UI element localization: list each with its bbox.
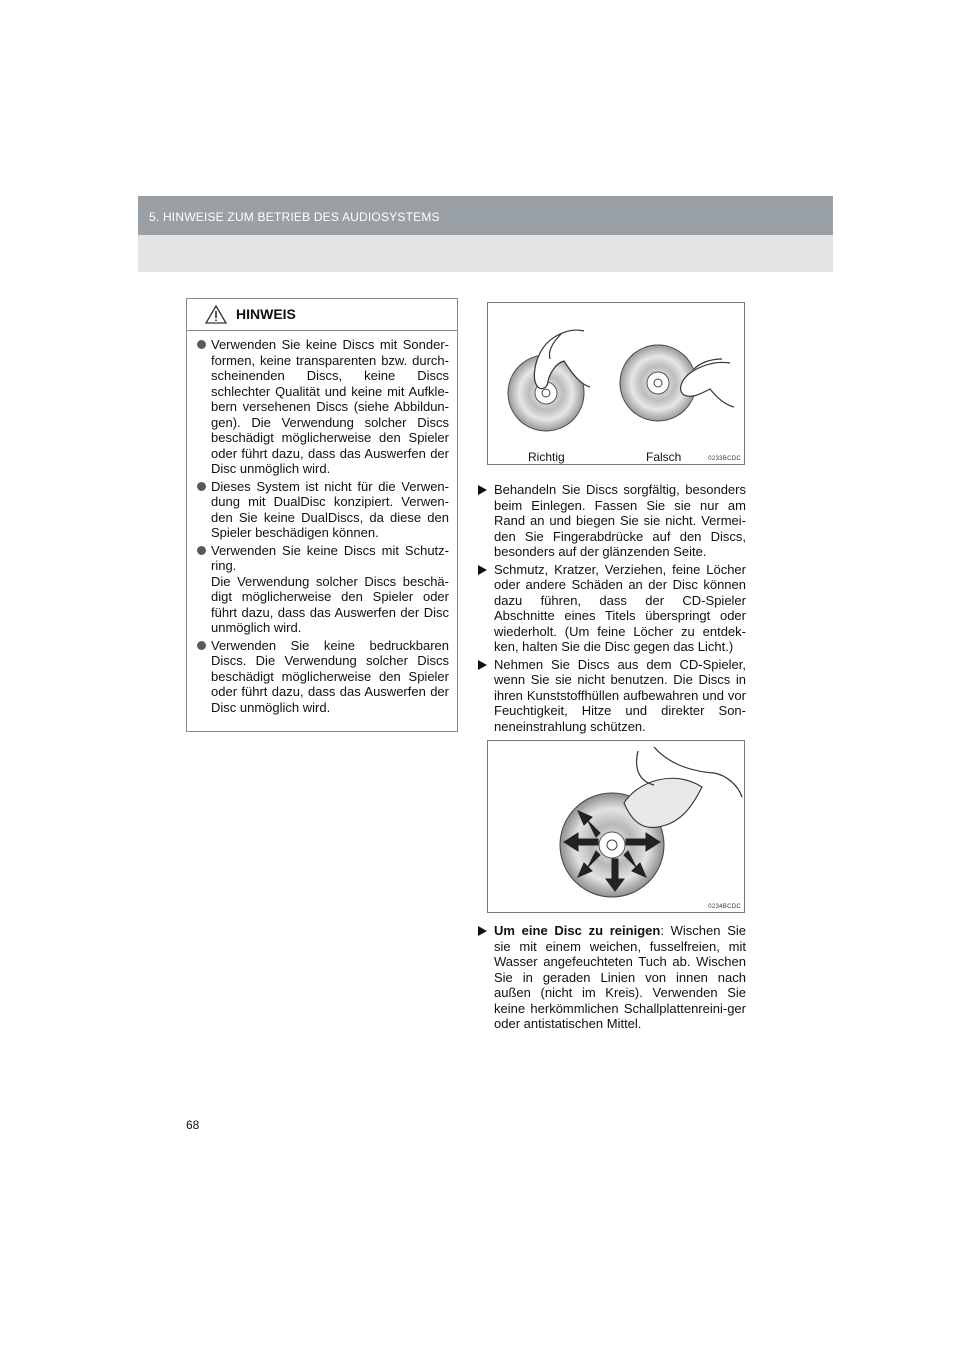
disc-handling-drawing (488, 303, 744, 443)
figure-code: 0234BCDC (708, 904, 741, 910)
list-item (478, 482, 746, 560)
label-richtig: Richtig (528, 450, 565, 464)
note-item (197, 543, 449, 636)
header-band (138, 196, 833, 272)
clean-heading: Um eine Disc zu reinigen (494, 923, 661, 938)
note-header (187, 299, 457, 331)
note-item (197, 638, 449, 716)
bullet-icon (197, 340, 206, 349)
note-item-text: Dieses System ist nicht für die Verwen-dung mit DualDisc konzipiert. Verwen-den Sie keine DualDiscs, da diese den Spieler beschädigen können. (211, 478, 449, 540)
list-item (478, 562, 746, 655)
note-item (197, 337, 449, 477)
cloth-icon (624, 778, 702, 827)
list-item-text: Behandeln Sie Discs sorgfältig, besonders beim Einlegen. Fassen Sie sie nur am Rand an und biegen Sie sie nicht. Vermei-den Sie Fingerabdrücke auf den Discs, besonders auf der glänzenden Seite. (494, 482, 746, 559)
bullet-icon (197, 482, 206, 491)
note-item-text: Verwenden Sie keine Discs mit Sonder-formen, keine transparenten bzw. durch-scheinenden Discs, keine Discs schlechter Qualität und keine mit Aufkle-bern versehenen Discs (siehe Abbildun-gen). Die Verwendung solcher Discs beschädigt möglicherweise den Spieler oder führt dazu, dass das Auswerfen der Disc unmöglich wird. (211, 337, 449, 476)
disc-cleaning-drawing (488, 741, 744, 911)
note-list (187, 331, 457, 715)
disc-cleaning-illustration (487, 740, 745, 913)
page-number: 68 (186, 1118, 200, 1132)
note-item (197, 479, 449, 541)
bullet-icon (478, 660, 487, 670)
handling-list (478, 482, 746, 736)
note-item-text: Verwenden Sie keine bedruckbaren Discs. Die Verwendung solcher Discs beschädigt möglicherweise den Spieler oder führt dazu, dass das Auswerfen der Disc unmöglich wird. (211, 637, 449, 715)
note-item-text: Verwenden Sie keine Discs mit Schutz-ring. Die Verwendung solcher Discs beschä-digt möglicherweise den Spieler oder führt dazu, dass das Auswerfen der Disc unmöglich wird. (211, 542, 449, 635)
warning-icon (205, 305, 227, 324)
bullet-icon (478, 926, 487, 936)
list-item (478, 923, 746, 1032)
header-top-bar (138, 196, 833, 235)
bullet-icon (478, 485, 487, 495)
section-title: 5. HINWEISE ZUM BETRIEB DES AUDIOSYSTEMS (149, 210, 440, 224)
bullet-icon (197, 641, 206, 650)
note-box (186, 298, 458, 732)
disc-handling-illustration (487, 302, 745, 465)
label-falsch: Falsch (646, 450, 682, 464)
cleaning-list (478, 923, 746, 1034)
list-item-text: Nehmen Sie Discs aus dem CD-Spieler, wenn Sie sie nicht benutzen. Die Discs in ihren Kunststoffhüllen aufbewahren und vor Feuchtigkeit, Hitze und direkter Son-neneinstrahlung schützen. (494, 656, 746, 734)
list-item-text: : Wischen Sie sie mit einem weichen, fusselfreien, mit Wasser angefeuchteten Tuch ab. Wischen Sie in geraden Linien von innen nach außen (nicht im Kreis). Verwenden Sie keine herkömmlichen Schallplattenreini-ger oder antistatischen Mittel. (494, 923, 746, 1031)
bullet-icon (197, 546, 206, 555)
figure-code: 0233BCDC (708, 456, 741, 462)
list-item-text: Schmutz, Kratzer, Verziehen, feine Löcher oder andere Schäden an der Disc können dazu führen, dass der CD-Spieler Abschnitte eines Titels überspringt oder wiederholt. (Um feine Löcher zu entdek-ken, halten Sie die Disc gegen das Licht.) (494, 561, 746, 654)
bullet-icon (478, 565, 487, 575)
note-title: HINWEIS (236, 306, 296, 322)
list-item (478, 657, 746, 735)
